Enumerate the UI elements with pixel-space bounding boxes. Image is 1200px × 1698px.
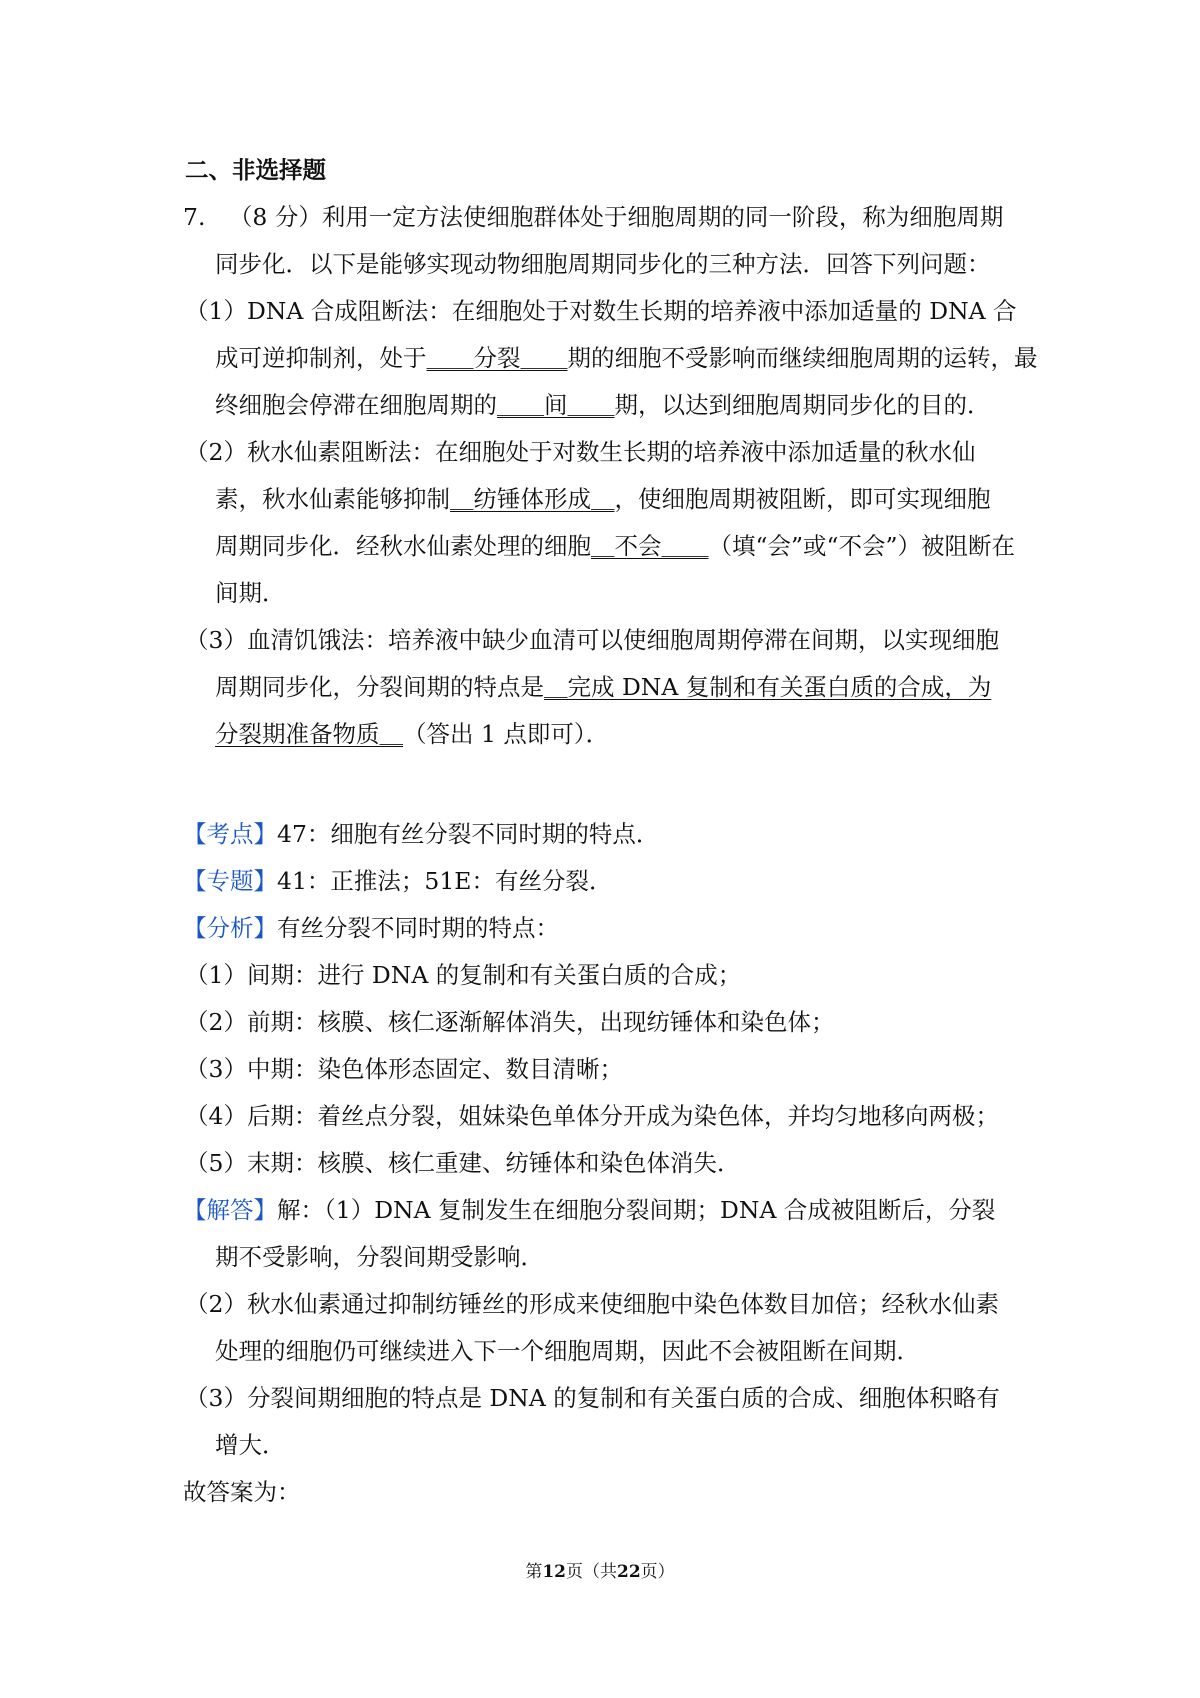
fenxi-item: （5）末期：核膜、核仁重建、纺锤体和染色体消失． (185, 1149, 741, 1177)
fenxi-line: 【分析】有丝分裂不同时期的特点： (183, 914, 559, 942)
jieda-line-1: 【解答】解：（1）DNA 复制发生在细胞分裂间期；DNA 合成被阻断后，分裂 (183, 1196, 996, 1224)
answer-blank-5b: 分裂期准备物质＿ (215, 720, 403, 748)
question-number: 7. (183, 203, 206, 231)
page-total: 22 (617, 1562, 641, 1582)
fenxi-tag: 【分析】 (183, 914, 277, 942)
answer-blank-2: ＿＿间＿＿ (497, 391, 615, 419)
part3-line-3: 分裂期准备物质＿（答出 1 点即可）． (215, 720, 610, 748)
jieda-line-5: （3）分裂间期细胞的特点是 DNA 的复制和有关蛋白质的合成、细胞体积略有 (185, 1384, 1000, 1412)
jieda-line-3: （2）秋水仙素通过抑制纺锤丝的形成来使细胞中染色体数目加倍；经秋水仙素 (185, 1290, 999, 1318)
jieda-line-6: 增大． (215, 1431, 286, 1459)
jieda-tag: 【解答】 (183, 1196, 277, 1224)
zhuanti-tag: 【专题】 (183, 867, 277, 895)
question-stem-line-2: 同步化．以下是能够实现动物细胞周期同步化的三种方法．回答下列问题： (215, 250, 991, 278)
part2-line-3: 周期同步化．经秋水仙素处理的细胞＿不会＿＿（填“会”或“不会”）被阻断在 (215, 532, 1016, 560)
part2-line-4: 间期． (215, 579, 286, 607)
part1-line-3: 终细胞会停滞在细胞周期的＿＿间＿＿期，以达到细胞周期同步化的目的． (215, 391, 991, 419)
part1-line-1: （1）DNA 合成阻断法：在细胞处于对数生长期的培养液中添加适量的 DNA 合 (185, 297, 1017, 325)
jieda-line-2: 期不受影响，分裂间期受影响． (215, 1243, 544, 1271)
part2-line-2: 素，秋水仙素能够抑制＿纺锤体形成＿，使细胞周期被阻断，即可实现细胞 (215, 485, 991, 513)
answer-blank-1: ＿＿分裂＿＿ (426, 344, 568, 372)
answer-blank-3: ＿纺锤体形成＿ (450, 485, 615, 513)
zhuanti-line: 【专题】41：正推法；51E：有丝分裂． (183, 867, 613, 895)
part1-line-2: 成可逆抑制剂，处于＿＿分裂＿＿期的细胞不受影响而继续细胞周期的运转，最 (215, 344, 1038, 372)
fenxi-item: （4）后期：着丝点分裂，姐妹染色单体分开成为染色体，并均匀地移向两极； (185, 1102, 999, 1130)
part2-line-1: （2）秋水仙素阻断法：在细胞处于对数生长期的培养液中添加适量的秋水仙 (185, 438, 976, 466)
fenxi-item: （3）中期：染色体形态固定、数目清晰； (185, 1055, 623, 1083)
final-answer-heading: 故答案为： (183, 1478, 301, 1506)
fenxi-item: （2）前期：核膜、核仁逐渐解体消失，出现纺锤体和染色体； (185, 1008, 835, 1036)
page-number: 12 (542, 1562, 566, 1582)
section-title: 二、非选择题 (185, 156, 326, 184)
answer-blank-5a: ＿完成 DNA 复制和有关蛋白质的合成，为 (544, 673, 992, 701)
kaodian-line: 【考点】47：细胞有丝分裂不同时期的特点． (183, 820, 660, 848)
answer-blank-4: ＿不会＿＿ (591, 532, 709, 560)
kaodian-tag: 【考点】 (183, 820, 277, 848)
part3-line-2: 周期同步化，分裂间期的特点是＿完成 DNA 复制和有关蛋白质的合成，为 (215, 673, 992, 701)
part3-line-1: （3）血清饥饿法：培养液中缺少血清可以使细胞周期停滞在间期，以实现细胞 (185, 626, 999, 654)
page-footer: 第12页（共22页） (525, 1562, 675, 1582)
jieda-line-4: 处理的细胞仍可继续进入下一个细胞周期，因此不会被阻断在间期． (215, 1337, 920, 1365)
fenxi-item: （1）间期：进行 DNA 的复制和有关蛋白质的合成； (185, 961, 742, 989)
question-stem-line-1: 7. （8 分）利用一定方法使细胞群体处于细胞周期的同一阶段，称为细胞周期 (183, 203, 1004, 231)
